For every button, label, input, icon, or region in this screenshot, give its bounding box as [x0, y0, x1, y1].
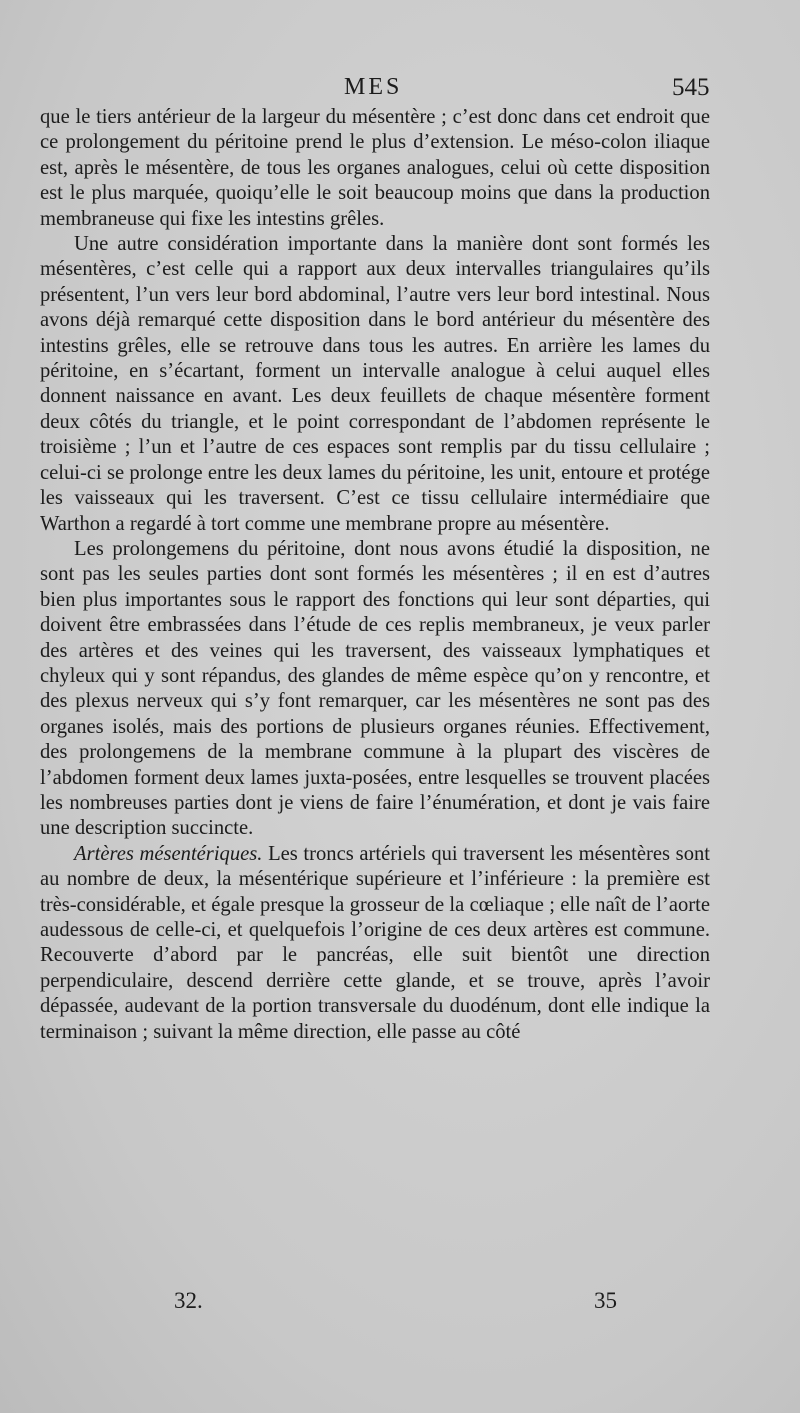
section-title: Artères mésentériques.	[74, 842, 263, 865]
section-text: Les troncs artériels qui traversent les mésentères sont au nombre de deux, la mésentérique supérieure et l’inférieure : la première est très-considérable, et égale presque la grosseur de la cœliaque ; elle naît de l’aorte audessous de celle-ci, et quelquefois l’origine de ces deux artères est commune. Recouverte d’abord par le pancréas, elle suit bientôt une direction perpendiculaire, descend derrière cette glande, et se trouve, après l’avoir dépassée, audevant de la portion transversale du duodénum, dont elle indique la terminaison ; suivant la même direction, elle passe au côté	[40, 842, 711, 1043]
running-head	[0, 74, 800, 104]
paragraph-continued: que le tiers antérieur de la largeur du mésentère ; c’est donc dans cet endroit que ce prolongement du péritoine prend le plus d’extension. Le méso-colon iliaque est, après le mésentère, de tous les organes analogues, celui où cette disposition est le plus marquée, quoiqu’elle le soit beaucoup moins que dans la production membraneuse qui fixe les intestins grêles.	[40, 106, 710, 230]
body-text	[40, 105, 710, 1045]
signature-line	[0, 1288, 800, 1318]
paragraph-peritoneum-extensions: Les prolongemens du péritoine, dont nous avons étudié la disposition, ne sont pas les seules parties dont sont formés les mésentères ; il en est d’autres bien plus importantes sous le rapport des fonctions qui leur sont départies, qui doivent être embrassées dans l’étude de ces replis membraneux, je veux parler des artères et des veines qui les traversent, des vaisseaux lymphatiques et chyleux qui y sont répandus, des glandes de même espèce qu’on y rencontre, et des plexus nerveux qui s’y font remarquer, car les mésentères ne sont pas des organes isolés, mais des portions de plusieurs organes réunies. Effectivement, des prolongemens de la membrane commune à la plupart des viscères de l’abdomen forment deux lames juxta-posées, entre lesquelles se trouvent placées les nombreuses parties dont je viens de faire l’énumération, et dont je vais faire une description succincte.	[40, 537, 710, 840]
running-title: MES	[344, 74, 403, 100]
signature-mark-left: 32.	[174, 1288, 203, 1313]
paragraph-triangular-intervals: Une autre considération importante dans la manière dont sont formés les mésentères, c’est celle qui a rapport aux deux intervalles triangulaires qu’ils présentent, l’un vers leur bord abdominal, l’autre vers leur bord intestinal. Nous avons déjà remarqué cette disposition dans le bord antérieur du mésentère des intestins grêles, elle se retrouve dans tous les autres. En arrière les lames du péritoine, en s’écartant, forment un intervalle analogue à celui auquel elles donnent naissance en avant. Les deux feuillets de chaque mésentère forment deux côtés du triangle, et le point correspondant de l’abdomen représente le troisième ; l’un et l’autre de ces espaces sont remplis par du tissu cellulaire ; celui-ci se prolonge entre les deux lames du péritoine, les unit, entoure et protége les vaisseaux qui les traversent. C’est ce tissu cellulaire intermédiaire que Warthon a regardé à tort comme une membrane propre au mésentère.	[40, 233, 710, 535]
signature-mark-right: 35	[594, 1288, 617, 1313]
paragraph-mesenteric-arteries	[40, 842, 710, 1045]
page-number: 545	[672, 74, 710, 101]
